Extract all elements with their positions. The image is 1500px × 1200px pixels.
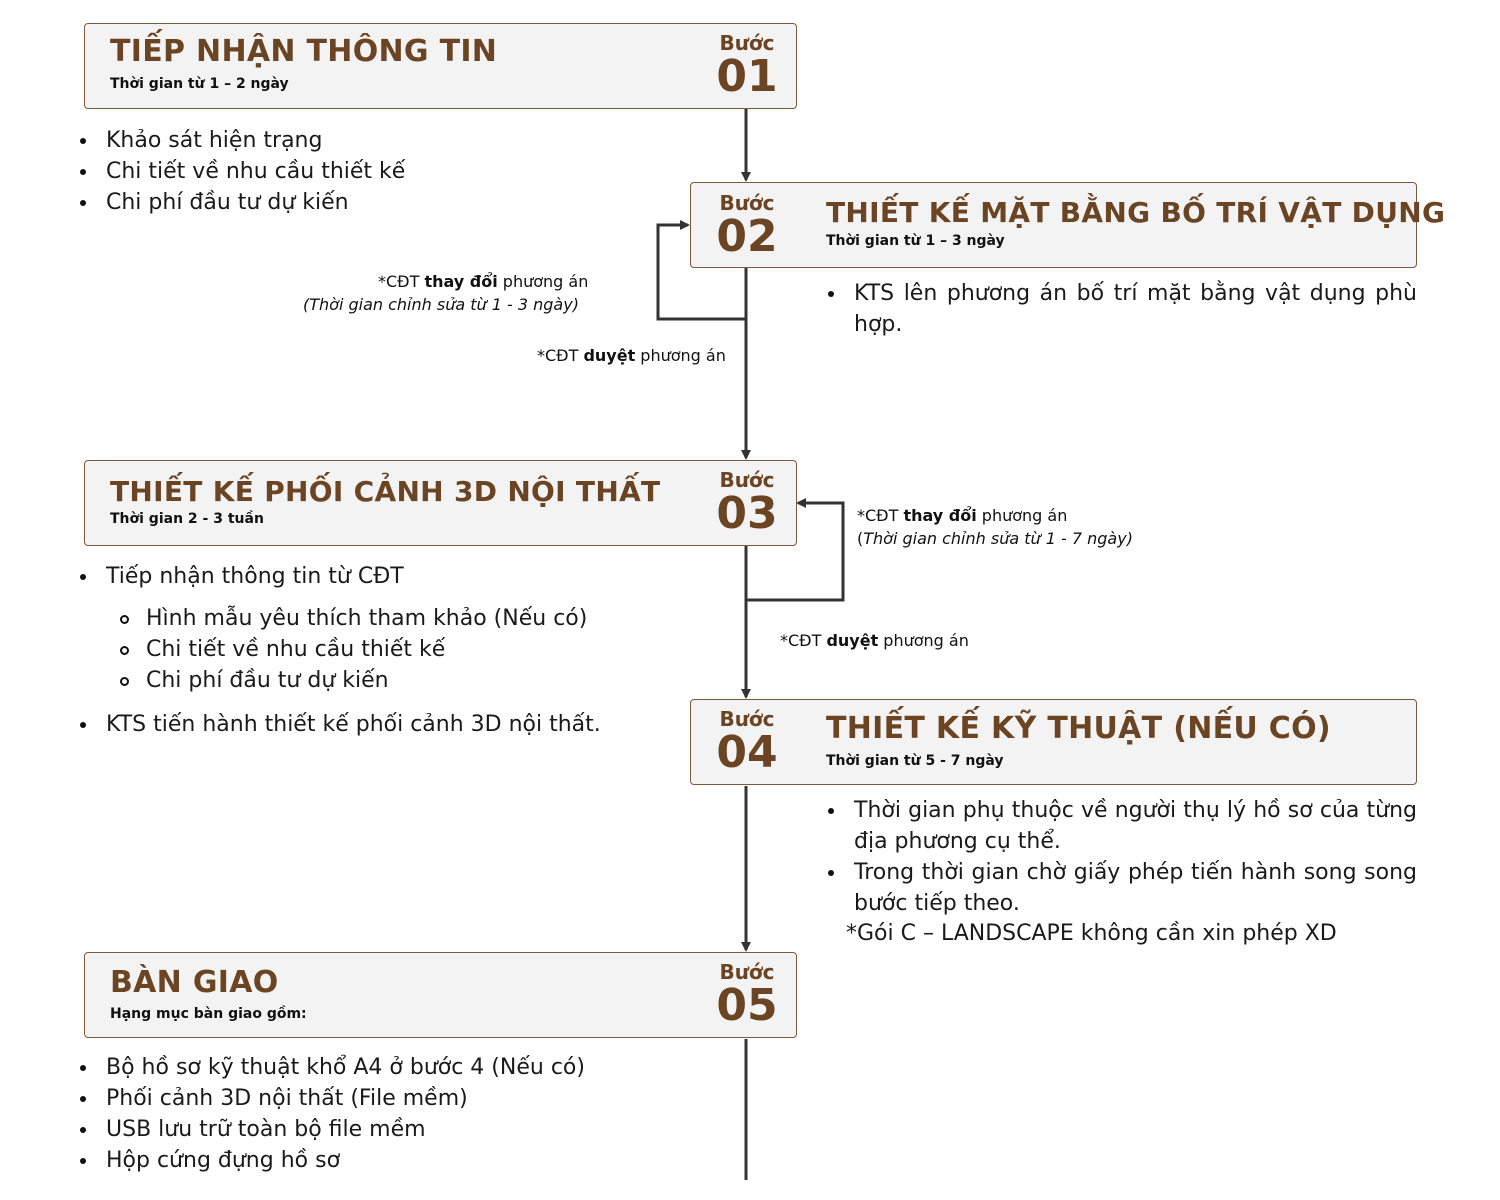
- step-5-title: BÀN GIAO: [110, 965, 279, 1000]
- step-1-list: [76, 125, 676, 218]
- loop-3-change-note: *CĐT thay đổi phương án: [857, 506, 1068, 525]
- step-2-title: THIẾT KẾ MẶT BẰNG BỐ TRÍ VẬT DỤNG: [826, 196, 1446, 229]
- step-label: Bước: [719, 960, 775, 984]
- step-4-note: *Gói C – LANDSCAPE không cần xin phép XD: [846, 921, 1337, 946]
- loop-3-change-time: (Thời gian chỉnh sửa từ 1 - 7 ngày): [857, 529, 1133, 548]
- step-4-duration: Thời gian từ 5 - 7 ngày: [826, 753, 1004, 769]
- list-item: Trong thời gian chờ giấy phép tiến hành song song bước tiếp theo.: [824, 857, 1417, 919]
- step-5-number: [707, 960, 787, 1031]
- step-3-duration: Thời gian 2 - 3 tuần: [110, 511, 264, 527]
- loop-3-approve-note: *CĐT duyệt phương án: [780, 631, 969, 650]
- loop-2-change-time: (Thời gian chỉnh sửa từ 1 - 3 ngày): [303, 295, 579, 314]
- list-item: Chi tiết về nhu cầu thiết kế: [76, 156, 676, 187]
- step-3-box: [84, 460, 797, 546]
- step-num: 05: [716, 980, 778, 1031]
- step-3-sublist: [116, 603, 676, 696]
- list-item: Chi phí đầu tư dự kiến: [116, 665, 676, 696]
- step-3-list-a: [76, 561, 676, 592]
- step-2-number: [707, 191, 787, 262]
- step-num: 02: [716, 211, 778, 262]
- step-4-title: THIẾT KẾ KỸ THUẬT (NẾU CÓ): [826, 711, 1331, 746]
- step-2-duration: Thời gian từ 1 – 3 ngày: [826, 233, 1005, 249]
- step-5-box: [84, 952, 797, 1038]
- list-item: Hộp cứng đựng hồ sơ: [76, 1145, 716, 1176]
- step-3-list-b: [76, 709, 676, 740]
- step-1-duration: Thời gian từ 1 – 2 ngày: [110, 76, 289, 92]
- step-5-subtitle: Hạng mục bàn giao gồm:: [110, 1006, 307, 1022]
- step-label: Bước: [719, 707, 775, 731]
- list-item: KTS tiến hành thiết kế phối cảnh 3D nội thất.: [76, 709, 676, 740]
- list-item: Hình mẫu yêu thích tham khảo (Nếu có): [116, 603, 676, 634]
- step-2-list: [824, 278, 1417, 340]
- list-item: USB lưu trữ toàn bộ file mềm: [76, 1114, 716, 1145]
- list-item: Bộ hồ sơ kỹ thuật khổ A4 ở bước 4 (Nếu có): [76, 1052, 716, 1083]
- list-item: Tiếp nhận thông tin từ CĐT: [76, 561, 676, 592]
- step-3-title: THIẾT KẾ PHỐI CẢNH 3D NỘI THẤT: [110, 475, 661, 508]
- step-3-number: [707, 468, 787, 539]
- list-item: Chi phí đầu tư dự kiến: [76, 187, 676, 218]
- step-num: 03: [716, 488, 778, 539]
- step-5-list: [76, 1052, 716, 1176]
- step-1-box: [84, 23, 797, 109]
- list-item: Phối cảnh 3D nội thất (File mềm): [76, 1083, 716, 1114]
- list-item: Thời gian phụ thuộc về người thụ lý hồ sơ của từng địa phương cụ thể.: [824, 795, 1417, 857]
- step-num: 01: [716, 51, 778, 102]
- step-1-title: TIẾP NHẬN THÔNG TIN: [110, 34, 498, 69]
- step-num: 04: [716, 727, 778, 778]
- list-item: Chi tiết về nhu cầu thiết kế: [116, 634, 676, 665]
- list-item: KTS lên phương án bố trí mặt bằng vật dụng phù hợp.: [824, 278, 1417, 340]
- step-4-list: [824, 795, 1417, 919]
- step-2-box: [690, 182, 1446, 268]
- step-label: Bước: [719, 191, 775, 215]
- loop-2-approve-note: *CĐT duyệt phương án: [537, 346, 726, 365]
- list-item: Khảo sát hiện trạng: [76, 125, 676, 156]
- step-1-number: [707, 31, 787, 102]
- loop-2-change-note: *CĐT thay đổi phương án: [378, 272, 589, 291]
- step-4-number: [707, 707, 787, 778]
- step-label: Bước: [719, 31, 775, 55]
- step-label: Bước: [719, 468, 775, 492]
- step-4-box: [690, 699, 1417, 785]
